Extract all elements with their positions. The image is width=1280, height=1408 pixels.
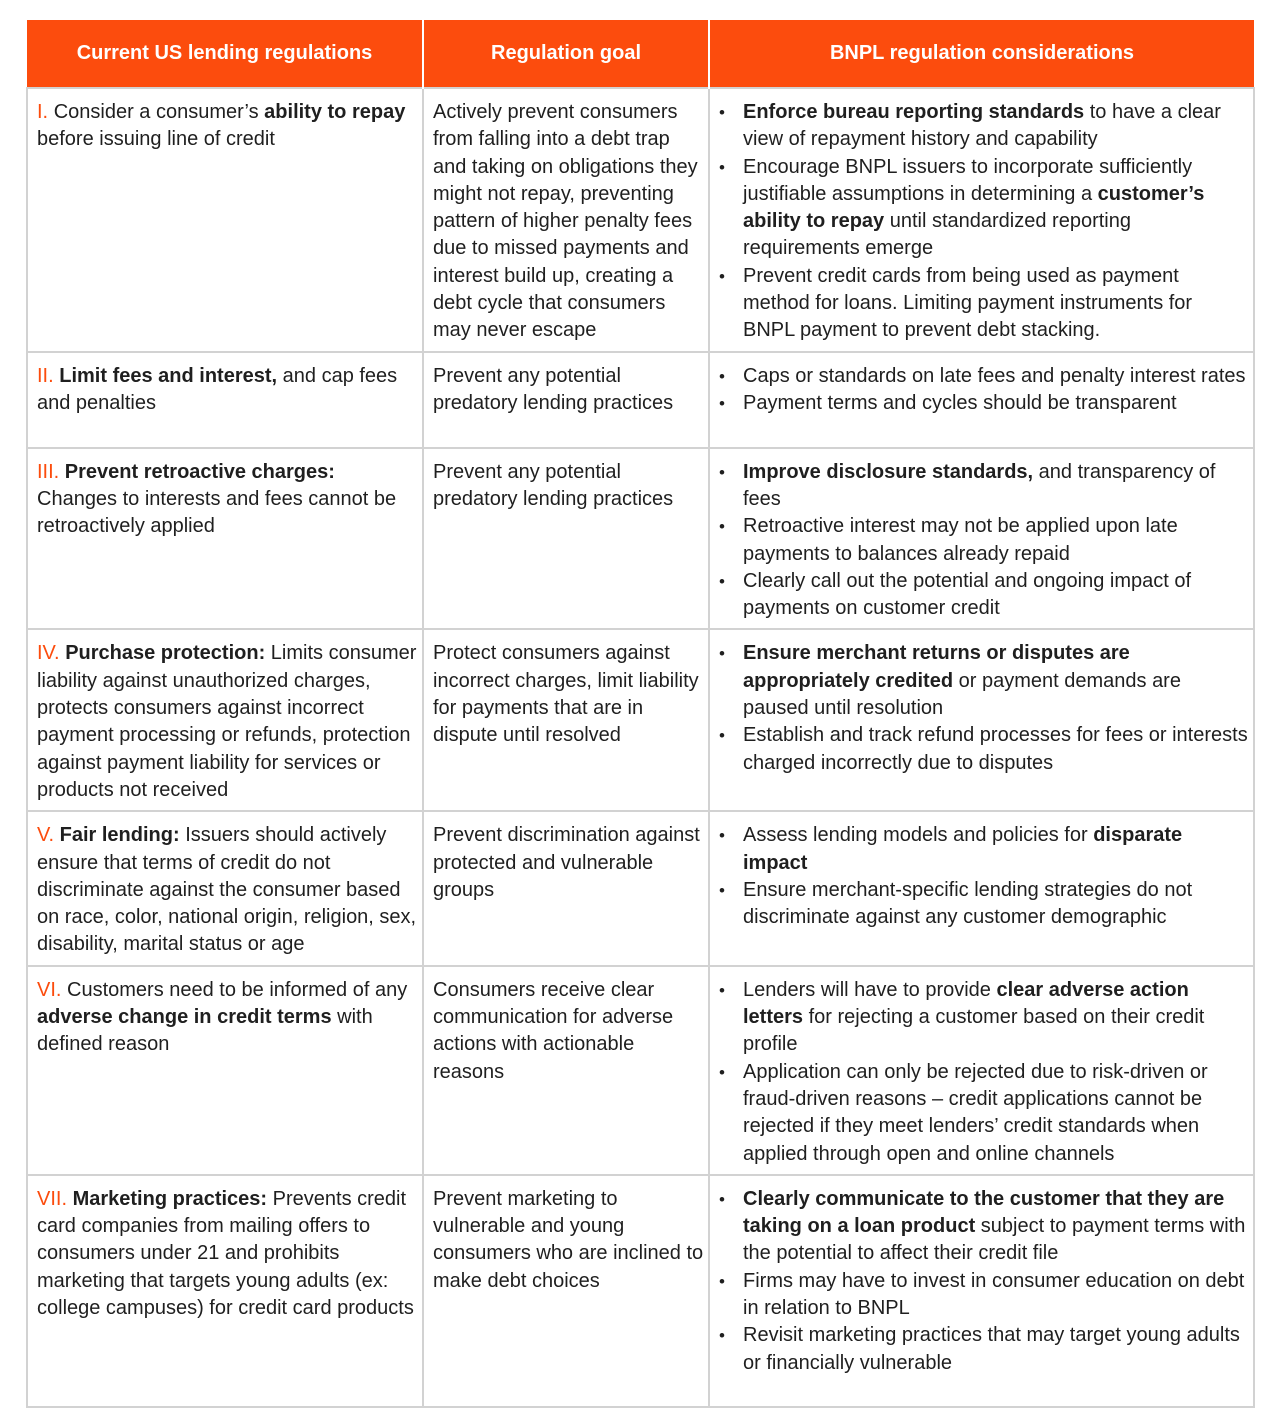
regulation-cell [27,352,423,448]
item-text: and transparency of fees [743,460,1216,510]
regulation-cell [27,88,423,352]
list-item: • Application can only be rejected due to risk-driven or fraud-driven reasons – credit applications cannot be rejected if they meet lenders’ credit standards when applied through open and online channels [719,1059,1249,1168]
row-number: IV. [37,642,60,665]
goal-cell: Consumers receive clear communication for adverse actions with actionable reasons [423,966,709,1175]
regulation-text: and cap fees and penalties [37,364,398,414]
regulation-cell [27,629,423,811]
list-item [719,1186,1249,1268]
goal-cell: Prevent any potential predatory lending practices [423,352,709,448]
item-emphasis: Improve disclosure standards, [743,460,1034,483]
bnpl-regulation-table [26,20,1255,1408]
goal-cell: Prevent marketing to vulnerable and young consumers who are inclined to make debt choices [423,1175,709,1407]
header-row [27,20,1254,88]
list-item: • Establish and track refund processes for fees or interests charged incorrectly due to disputes [719,722,1249,777]
item-emphasis: Ensure merchant returns or disputes are appropriately credited [743,642,1130,692]
list-item [719,99,1249,154]
item-text: until standardized reporting requirements emerge [743,210,1131,260]
regulation-text: with defined reason [37,1006,373,1056]
regulation-emphasis: Marketing practices: [72,1187,268,1210]
list-item: • Prevent credit cards from being used as payment method for loans. Limiting payment instruments for BNPL payment to prevent debt stacking. [719,263,1249,345]
table-row [27,629,1254,811]
item-emphasis: disparate impact [743,824,1183,874]
item-emphasis: clear adverse action letters [743,978,1189,1029]
row-number: I. [37,101,49,123]
considerations-cell [709,966,1254,1175]
considerations-cell [709,811,1254,965]
regulation-cell [27,811,423,965]
list-item: • Payment terms and cycles should be transparent [719,390,1249,417]
row-number: VI. [37,978,62,1001]
item-emphasis: Enforce bureau reporting standards [743,101,1085,123]
regulation-text: Limits consumer liability against unauthorized charges, protects consumers against incorrect payment processing or refunds, protection against payment liability for services or products not received [37,642,417,801]
considerations-list [719,99,1249,345]
list-item: • Retroactive interest may not be applied upon late payments to balances already repaid [719,513,1249,568]
item-emphasis: customer’s ability to repay [743,182,1205,233]
list-item: • Firms may have to invest in consumer education on debt in relation to BNPL [719,1268,1249,1323]
regulation-cell [27,448,423,630]
regulation-text: Issuers should actively ensure that terms of credit do not discriminate against the consumer based on race, color, national origin, religion, sex, disability, marital status or age [37,824,417,956]
regulation-text: Changes to interests and fees cannot be retroactively applied [37,487,397,538]
regulation-emphasis: Prevent retroactive charges: [64,460,335,483]
list-item [719,822,1249,877]
item-text: Assess lending models and policies for [743,824,1088,847]
considerations-cell [709,448,1254,630]
item-text: Lenders will have to provide [743,978,991,1001]
regulation-cell [27,966,423,1175]
list-item: • Ensure merchant-specific lending strategies do not discriminate against any customer demographic [719,877,1249,932]
header-bnpl-considerations: BNPL regulation considerations [709,20,1254,88]
table-row [27,1175,1254,1407]
list-item [719,977,1249,1059]
regulation-emphasis: Fair lending: [59,824,180,847]
regulation-text: Customers need to be informed of any [67,978,408,1001]
goal-cell: Actively prevent consumers from falling into a debt trap and taking on obligations they might not repay, preventing pattern of higher penalty fees due to missed payments and interest build up, creating a debt cycle that consumers may never escape [423,88,709,352]
list-item: • Clearly call out the potential and ongoing impact of payments on customer credit [719,568,1249,623]
row-number: III. [37,460,60,483]
goal-cell: Protect consumers against incorrect charges, limit liability for payments that are in dispute until resolved [423,629,709,811]
regulation-emphasis: ability to repay [264,101,406,123]
considerations-list [719,459,1249,623]
row-number: V. [37,824,55,847]
considerations-list [719,822,1249,931]
considerations-cell [709,629,1254,811]
header-current-regulations: Current US lending regulations [27,20,423,88]
table-row [27,448,1254,630]
table-row [27,966,1254,1175]
item-text: subject to payment terms with the potential to affect their credit file [743,1215,1246,1265]
list-item [719,154,1249,263]
considerations-list [719,363,1249,418]
goal-cell: Prevent discrimination against protected and vulnerable groups [423,811,709,965]
considerations-list [719,1186,1249,1377]
regulation-emphasis: adverse change in credit terms [37,1006,332,1029]
regulation-text: Consider a consumer’s [53,101,259,123]
regulation-emphasis: Limit fees and interest, [59,364,278,387]
considerations-cell [709,1175,1254,1407]
regulation-text: before issuing line of credit [37,128,275,151]
considerations-list [719,977,1249,1168]
item-emphasis: Clearly communicate to the customer that they are taking on a loan product [743,1187,1225,1238]
table-row [27,88,1254,352]
regulation-text: Prevents credit card companies from mailing offers to consumers under 21 and prohibits marketing that targets young adults (ex: college campuses) for credit card products [37,1187,414,1319]
item-text: to have a clear view of repayment history and capability [743,101,1221,151]
regulation-cell [27,1175,423,1407]
item-text: Encourage BNPL issuers to incorporate sufficiently justifiable assumptions in determining a [743,155,1193,205]
list-item [719,640,1249,722]
list-item [719,459,1249,514]
considerations-cell [709,88,1254,352]
row-number: II. [37,364,54,387]
table-row [27,811,1254,965]
row-number: VII. [37,1187,68,1210]
considerations-cell [709,352,1254,448]
table-header [27,20,1254,88]
table-row [27,352,1254,448]
item-text: for rejecting a customer based on their credit profile [743,1006,1205,1056]
list-item: • Revisit marketing practices that may target young adults or financially vulnerable [719,1322,1249,1377]
item-text: or payment demands are paused until resolution [743,669,1181,720]
list-item: • Caps or standards on late fees and penalty interest rates [719,363,1249,390]
considerations-list [719,640,1249,776]
header-regulation-goal: Regulation goal [423,20,709,88]
goal-cell: Prevent any potential predatory lending practices [423,448,709,630]
regulation-emphasis: Purchase protection: [65,642,266,665]
